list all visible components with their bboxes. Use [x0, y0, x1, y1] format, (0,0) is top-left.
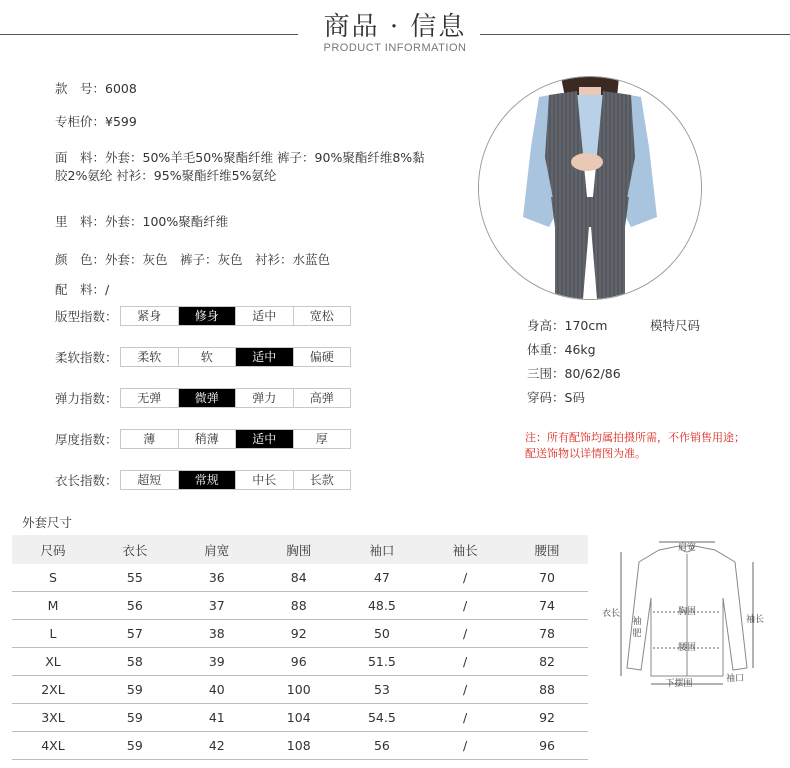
scale-label: 厚度指数： [55, 432, 118, 447]
table-cell: 78 [506, 620, 588, 648]
color-row [55, 251, 330, 269]
style-number-row [55, 80, 137, 98]
wear: S码 [564, 390, 585, 405]
table-cell: / [424, 564, 506, 592]
diagram-cuff: 袖口 [725, 674, 745, 684]
scale-option-selected: 常规 [179, 471, 237, 489]
model-photo [478, 76, 702, 300]
note-line2: 配送饰物以详情图为准。 [525, 447, 646, 460]
table-cell: 36 [176, 564, 258, 592]
scale-option-selected: 适中 [236, 348, 294, 366]
column-header: 尺码 [12, 535, 94, 564]
table-cell: 37 [176, 592, 258, 620]
table-cell: / [424, 732, 506, 760]
scale-option: 柔软 [121, 348, 179, 366]
table-cell: 55 [94, 564, 176, 592]
color: 外套：灰色 裤子：灰色 衬衫：水蓝色 [105, 252, 331, 267]
color-label: 颜 色： [55, 252, 106, 267]
scale-label: 版型指数： [55, 309, 118, 324]
scale-bar [120, 306, 351, 326]
table-cell: 50 [340, 620, 424, 648]
table-cell: 88 [258, 592, 340, 620]
section-title: 商品 · 信息 [323, 12, 467, 42]
table-cell: 84 [258, 564, 340, 592]
scale-option-selected: 修身 [179, 307, 237, 325]
table-cell: 41 [176, 704, 258, 732]
scale-bar [120, 429, 351, 449]
price-row [55, 113, 137, 131]
weight: 46kg [564, 342, 596, 357]
model-size-title: 模特尺码 [650, 318, 701, 333]
table-cell: 39 [176, 648, 258, 676]
table-row [12, 704, 588, 732]
fabric-line1: 外套：50%羊毛50%聚酯纤维 裤子：90%聚酯纤维8%黏 [105, 150, 425, 165]
table-row [12, 676, 588, 704]
column-header: 腰围 [506, 535, 588, 564]
scale-option: 厚 [315, 432, 328, 446]
column-header: 袖口 [340, 535, 424, 564]
fabric-line2: 胶2%氨纶 衬衫：95%聚酯纤维5%氨纶 [55, 168, 277, 183]
model-figure-icon [479, 77, 701, 299]
table-cell: 104 [258, 704, 340, 732]
scale-option: 稍薄 [179, 430, 237, 448]
table-cell: 58 [94, 648, 176, 676]
table-cell: 38 [176, 620, 258, 648]
table-cell: 4XL [12, 732, 94, 760]
model-weight-row [527, 340, 596, 358]
table-cell: 56 [340, 732, 424, 760]
scale-bar [120, 347, 351, 367]
scale-option: 超短 [121, 471, 179, 489]
scale-option: 中长 [236, 471, 294, 489]
scale-option: 偏硬 [309, 350, 334, 364]
table-cell: 42 [176, 732, 258, 760]
table-cell: 88 [506, 676, 588, 704]
weight-label: 体重： [527, 342, 565, 357]
size-table [12, 535, 588, 760]
diagram-sleeve-length: 袖长 [745, 615, 765, 625]
garment-diagram [597, 538, 777, 688]
diagram-shoulder: 肩宽 [677, 543, 697, 553]
price: ¥599 [105, 114, 137, 129]
table-cell: 51.5 [340, 648, 424, 676]
table-cell: L [12, 620, 94, 648]
scale-bar [120, 470, 351, 490]
scale-label: 衣长指数： [55, 473, 118, 488]
size-table-header [12, 535, 588, 564]
scale-option: 长款 [309, 473, 334, 487]
diagram-length: 衣长 [601, 609, 621, 619]
table-cell: XL [12, 648, 94, 676]
table-row [12, 592, 588, 620]
table-row [12, 620, 588, 648]
model-height-row [527, 316, 607, 334]
table-cell: / [424, 592, 506, 620]
table-cell: / [424, 676, 506, 704]
column-header: 衣长 [94, 535, 176, 564]
scale-option: 适中 [236, 307, 294, 325]
model-measure-row [527, 364, 621, 382]
diagram-arm-1: 袖 [632, 617, 642, 627]
table-cell: 74 [506, 592, 588, 620]
style-number: 6008 [105, 81, 137, 96]
table-cell: 82 [506, 648, 588, 676]
table-cell: / [424, 704, 506, 732]
scale-option: 弹力 [236, 389, 294, 407]
section-subtitle: PRODUCT INFORMATION [323, 42, 467, 54]
scale-label: 弹力指数： [55, 391, 118, 406]
table-cell: 96 [258, 648, 340, 676]
wear-label: 穿码： [527, 390, 565, 405]
accessory-row [55, 281, 109, 299]
scale-option: 薄 [121, 430, 179, 448]
table-cell: 59 [94, 732, 176, 760]
table-cell: 59 [94, 676, 176, 704]
table-cell: 47 [340, 564, 424, 592]
scale-option-selected: 微弹 [179, 389, 237, 407]
size-table-caption: 外套尺寸 [22, 515, 73, 530]
table-cell: 108 [258, 732, 340, 760]
table-cell: 92 [506, 704, 588, 732]
size-table-body [12, 564, 588, 760]
diagram-waist: 腰围 [677, 643, 697, 653]
diagram-arm-2: 肥 [632, 629, 642, 639]
table-cell: / [424, 648, 506, 676]
price-label: 专柜价： [55, 114, 106, 129]
style-number-label: 款 号： [55, 81, 106, 96]
scale-option: 软 [179, 348, 237, 366]
diagram-chest: 胸围 [677, 607, 697, 617]
fabric-label: 面 料： [55, 150, 106, 165]
column-header: 袖长 [424, 535, 506, 564]
scale-bar [120, 388, 351, 408]
table-cell: 70 [506, 564, 588, 592]
scale-option: 无弹 [121, 389, 179, 407]
scale-option: 高弹 [309, 391, 334, 405]
table-cell: 53 [340, 676, 424, 704]
accessory-label: 配 料： [55, 282, 106, 297]
column-header: 胸围 [258, 535, 340, 564]
column-header: 肩宽 [176, 535, 258, 564]
table-cell: 40 [176, 676, 258, 704]
lining-label: 里 料： [55, 214, 106, 229]
lining-row [55, 213, 228, 231]
note-line1: 注：所有配饰均属拍摄所需，不作销售用途； [525, 431, 745, 444]
accessory: / [105, 282, 110, 297]
scale-option: 宽松 [309, 309, 334, 323]
scale-option: 紧身 [121, 307, 179, 325]
height: 170cm [564, 318, 608, 333]
model-wear-row [527, 388, 585, 406]
table-cell: 57 [94, 620, 176, 648]
table-cell: 2XL [12, 676, 94, 704]
table-cell: 56 [94, 592, 176, 620]
scale-option-selected: 适中 [236, 430, 294, 448]
table-cell: 54.5 [340, 704, 424, 732]
fabric-row [55, 149, 455, 185]
lining: 外套：100%聚酯纤维 [105, 214, 229, 229]
table-cell: / [424, 620, 506, 648]
height-label: 身高： [527, 318, 565, 333]
measure-label: 三围： [527, 366, 565, 381]
table-cell: 3XL [12, 704, 94, 732]
table-cell: 48.5 [340, 592, 424, 620]
table-cell: 96 [506, 732, 588, 760]
table-cell: S [12, 564, 94, 592]
measure: 80/62/86 [564, 366, 621, 381]
table-cell: M [12, 592, 94, 620]
table-cell: 100 [258, 676, 340, 704]
diagram-hem: 下摆围 [665, 679, 693, 688]
table-row [12, 732, 588, 760]
table-cell: 92 [258, 620, 340, 648]
table-row [12, 648, 588, 676]
table-row [12, 564, 588, 592]
table-cell: 59 [94, 704, 176, 732]
scale-label: 柔软指数： [55, 350, 118, 365]
